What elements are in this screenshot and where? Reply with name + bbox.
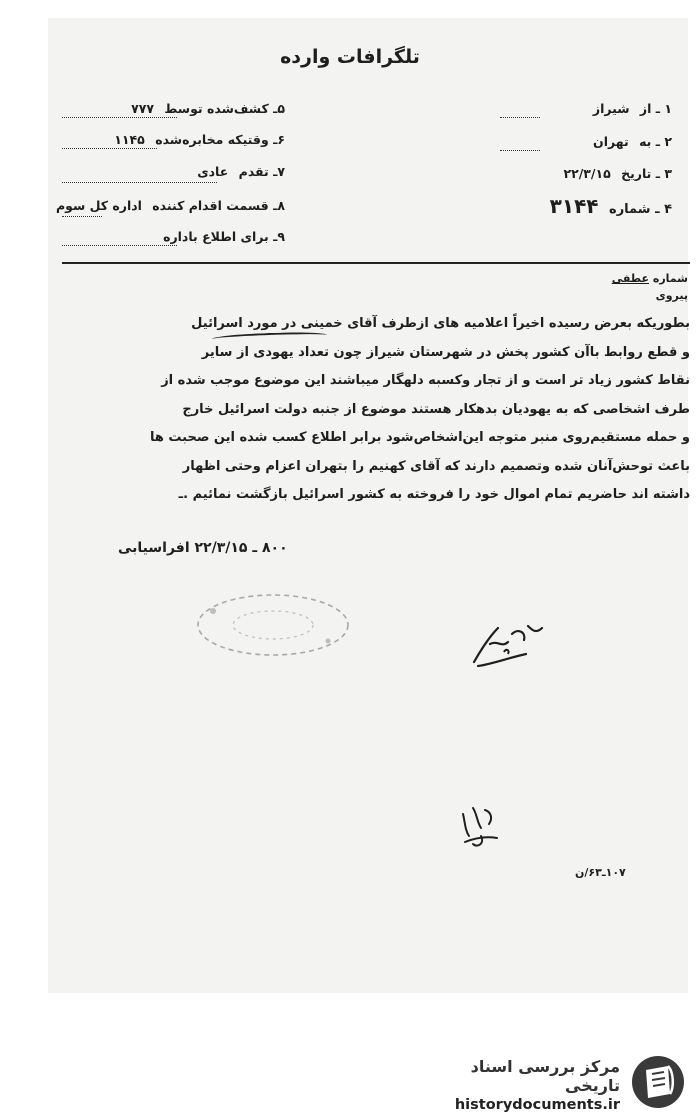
telegram-body xyxy=(92,310,690,510)
reference-label: شماره xyxy=(652,272,688,285)
body-line: باعث توحش‌آنان شده وتصمیم دارند که آقای کهنیم را بتهران اعزام وحتی اظهار xyxy=(182,458,690,474)
footer-org-name: مرکز بررسی اسناد تاریخی xyxy=(470,1057,620,1095)
field-label: ۳ ـ تاریخ xyxy=(621,166,672,181)
field-priority xyxy=(197,164,285,179)
field-value: عادی xyxy=(197,164,229,179)
field-label: ۱ ـ از xyxy=(639,101,672,116)
field-dotline xyxy=(62,148,157,149)
field-from xyxy=(593,101,672,116)
field-label: ۹ـ برای اطلاع باداره xyxy=(163,229,285,244)
field-transmitted-at xyxy=(114,132,285,147)
field-dotline xyxy=(62,117,177,118)
field-action-section xyxy=(56,198,285,213)
header-rule xyxy=(62,262,690,264)
reference-block xyxy=(612,272,688,285)
body-line: بطوریکه بعرض رسیده اخیراً اعلامیه های ازطرف آقای خمینی در مورد اسرائیل xyxy=(191,316,690,331)
field-value: تهران xyxy=(593,134,629,149)
reference-line2: پیروی xyxy=(655,289,688,302)
handwritten-initials xyxy=(455,800,510,850)
field-number xyxy=(550,194,672,218)
document-number: ۱۰۷ـ۶۳/ن xyxy=(575,866,626,879)
body-line: داشته اند حاضریم تمام اموال خود را فروخته به کشور اسرائیل بازگشت نمائیم .ـ xyxy=(178,487,690,502)
footer-branding xyxy=(420,1057,620,1113)
footer-url[interactable]: historydocuments.ir xyxy=(454,1097,620,1113)
field-label: ۶ـ وقتیکه مخابره‌شده xyxy=(155,132,285,147)
field-value: اداره کل سوم xyxy=(55,198,142,213)
field-date xyxy=(563,166,672,181)
field-decoded-by xyxy=(131,101,285,116)
field-dotline xyxy=(500,150,540,151)
field-dotline xyxy=(62,216,102,217)
field-dotline xyxy=(62,182,217,183)
body-line: نقاط کشور زیاد تر است و از تجار وکسبه دلهگار میباشند این موضوع موجب شده از xyxy=(161,373,690,388)
body-line: و حمله مستقیم‌روی منبر متوجه این‌اشخاص‌شود برابر اطلاع کسب شده این صحبت ها xyxy=(149,430,690,445)
field-to xyxy=(593,134,672,149)
reference-line1: عطفی xyxy=(611,272,649,285)
document-title: تلگرافات وارده xyxy=(280,46,420,68)
org-logo-icon xyxy=(630,1054,686,1110)
faded-seal-stamp xyxy=(188,585,363,665)
field-label: ۴ ـ شماره xyxy=(609,202,672,217)
field-value: ۱۱۴۵ xyxy=(114,132,145,147)
signoff-line: ۸۰۰ ـ ۲۲/۳/۱۵ افراسیابی xyxy=(118,540,288,556)
handwritten-signature xyxy=(468,618,548,673)
field-dotline xyxy=(500,117,540,118)
field-label: ۸ـ قسمت اقدام کننده xyxy=(152,198,285,213)
body-line: و قطع روابط باآن کشور پخش در شهرستان شیراز چون تعداد یهودی از سایر xyxy=(201,344,690,360)
body-line: طرف اشخاصی که به یهودیان بدهکار هستند موضوع از جنبه دولت اسرائیل خارج xyxy=(182,401,690,417)
field-value: شیراز xyxy=(592,101,630,116)
field-label: ۵ـ کشف‌شده توسط xyxy=(164,101,285,116)
field-value: ۲۲/۳/۱۵ xyxy=(563,166,611,181)
field-value: ۷۷۷ xyxy=(131,101,155,116)
field-label: ۷ـ تقدم xyxy=(238,164,285,179)
field-value: ۳۱۴۴ xyxy=(549,194,599,218)
field-label: ۲ ـ به xyxy=(639,134,672,149)
field-for-information xyxy=(157,229,285,244)
field-dotline xyxy=(62,245,177,246)
